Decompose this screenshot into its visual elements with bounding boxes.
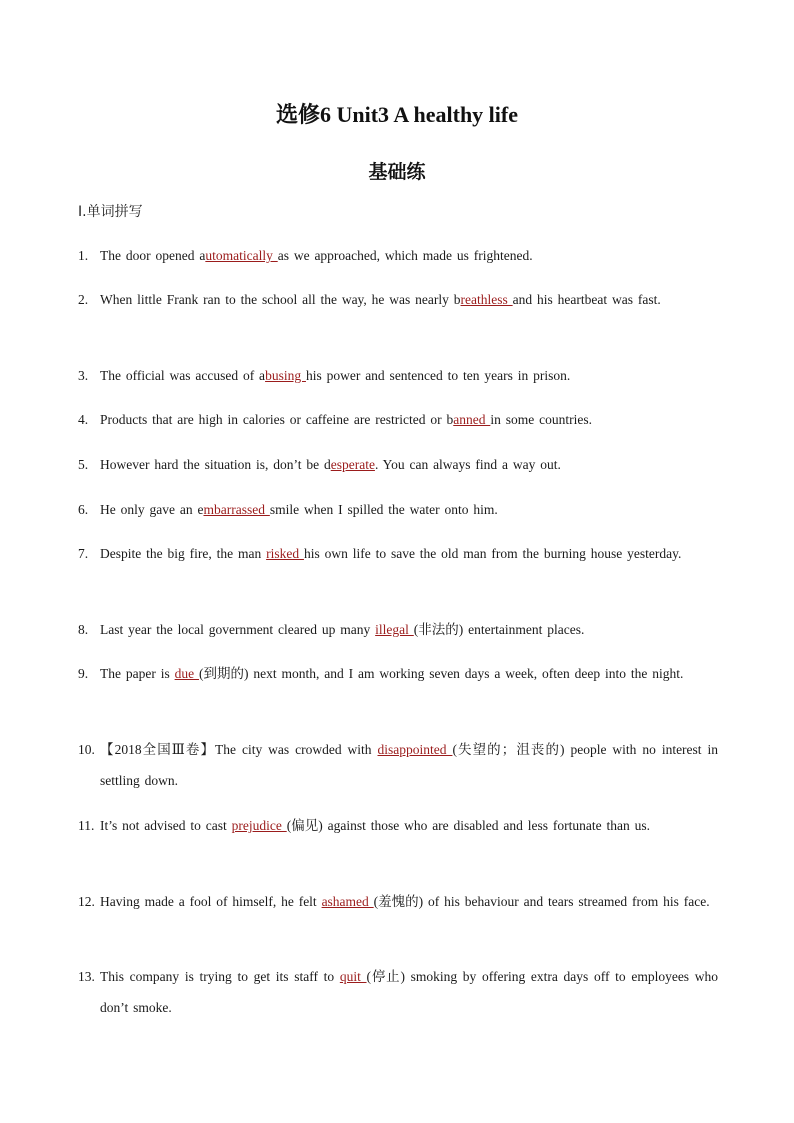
- answer: disappointed: [377, 742, 453, 757]
- question-7: [78, 538, 718, 569]
- question-number: 12.: [78, 894, 95, 909]
- question-text: Despite the big fire, the man: [100, 546, 267, 561]
- page-subtitle: 基础练: [368, 162, 426, 183]
- question-2: [78, 284, 718, 315]
- answer: due: [174, 666, 199, 681]
- question-text: (停止) smoking by offering extra days off to employees who don’t smoke.: [100, 969, 718, 1015]
- question-text: as we approached, which made us frightened.: [277, 248, 533, 263]
- answer: ashamed: [321, 894, 374, 909]
- page-title: 选修6 Unit3 A healthy life: [275, 102, 518, 127]
- section-heading: Ⅰ.单词拼写: [78, 204, 143, 220]
- question-4: [78, 404, 718, 435]
- question-text: (羞愧的) of his behaviour and tears streamed from his face.: [373, 894, 710, 909]
- question-text: in some countries.: [490, 412, 592, 427]
- question-text: 【2018全国Ⅲ卷】The city was crowded with: [100, 742, 378, 757]
- question-text: (非法的) entertainment places.: [413, 622, 585, 637]
- question-text: The door opened a: [100, 248, 206, 263]
- question-number: 9.: [78, 666, 89, 681]
- question-number: 13.: [78, 969, 95, 984]
- question-text: The paper is: [100, 666, 175, 681]
- question-11: [78, 810, 718, 841]
- question-6: [78, 494, 718, 525]
- question-text: He only gave an e: [100, 502, 204, 517]
- question-text: his power and sentenced to ten years in prison.: [305, 368, 571, 383]
- question-number: 11.: [78, 818, 95, 833]
- question-number: 5.: [78, 457, 89, 472]
- question-1: [78, 240, 718, 271]
- question-number: 7.: [78, 546, 89, 561]
- question-text: smile when I spilled the water onto him.: [269, 502, 498, 517]
- answer: quit: [339, 969, 367, 984]
- question-text: It’s not advised to cast: [100, 818, 232, 833]
- question-number: 8.: [78, 622, 89, 637]
- answer: reathless: [460, 292, 513, 307]
- question-12: [78, 886, 718, 917]
- question-number: 1.: [78, 248, 89, 263]
- answer: utomatically: [205, 248, 278, 263]
- question-5: [78, 449, 718, 480]
- answer: prejudice: [231, 818, 287, 833]
- question-number: 6.: [78, 502, 89, 517]
- question-number: 2.: [78, 292, 89, 307]
- question-text: (失望的；沮丧的) people with no interest in settling down.: [100, 742, 719, 788]
- question-3: [78, 360, 718, 391]
- question-text: (偏见) against those who are disabled and less fortunate than us.: [286, 818, 651, 833]
- answer: mbarrassed: [203, 502, 270, 517]
- question-text: Having made a fool of himself, he felt: [100, 894, 322, 909]
- question-text: However hard the situation is, don’t be d: [100, 457, 331, 472]
- answer: esperate: [330, 457, 375, 472]
- question-13: [78, 961, 718, 1023]
- question-number: 4.: [78, 412, 89, 427]
- question-10: [78, 734, 718, 796]
- question-text: When little Frank ran to the school all the way, he was nearly b: [100, 292, 461, 307]
- question-number: 10.: [78, 742, 95, 757]
- question-9: [78, 658, 718, 689]
- question-text: The official was accused of a: [100, 368, 266, 383]
- question-text: . You can always find a way out.: [374, 457, 561, 472]
- question-text: and his heartbeat was fast.: [512, 292, 661, 307]
- answer: busing: [265, 368, 306, 383]
- question-text: This company is trying to get its staff to: [100, 969, 340, 984]
- question-text: Last year the local government cleared up many: [100, 622, 376, 637]
- question-8: [78, 614, 718, 645]
- question-text: (到期的) next month, and I am working seven days a week, often deep into the night.: [198, 666, 684, 681]
- answer: anned: [453, 412, 491, 427]
- question-text: his own life to save the old man from the burning house yesterday.: [303, 546, 682, 561]
- answer: illegal: [375, 622, 414, 637]
- answer: risked: [266, 546, 304, 561]
- question-text: Products that are high in calories or caffeine are restricted or b: [100, 412, 454, 427]
- question-number: 3.: [78, 368, 89, 383]
